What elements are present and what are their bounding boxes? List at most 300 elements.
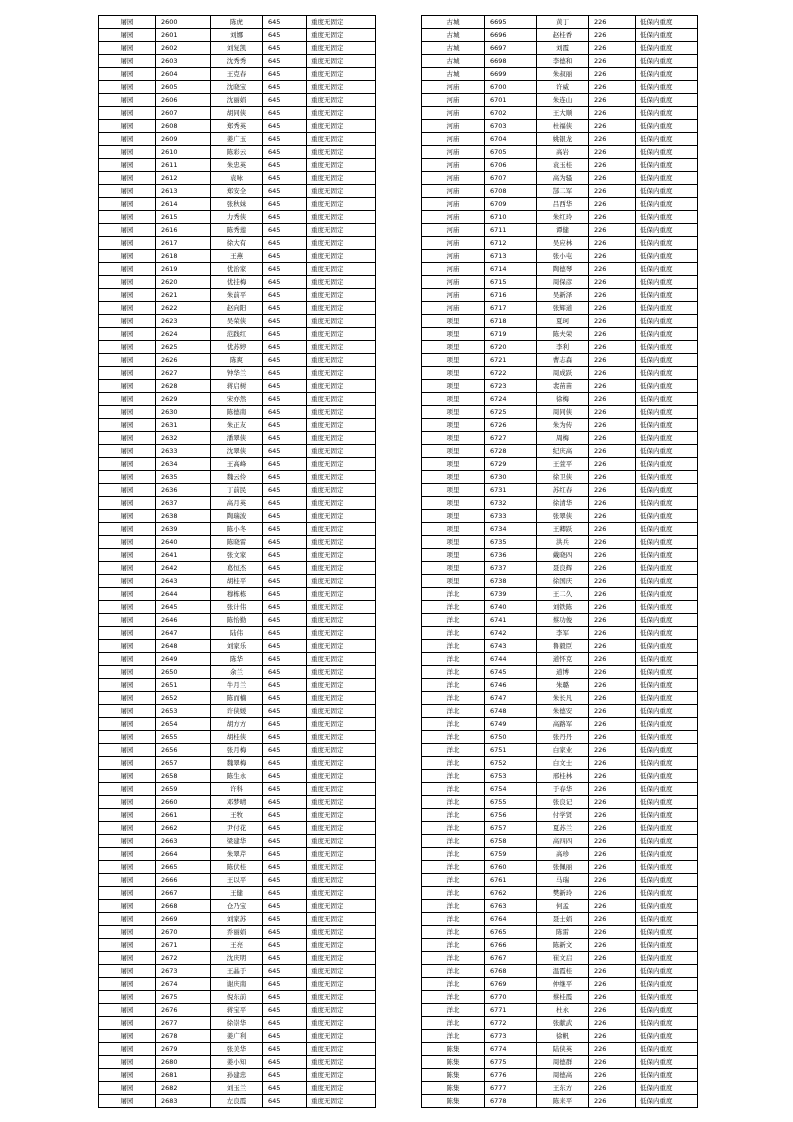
name-cell: 吴荣侠 bbox=[211, 315, 263, 328]
number-cell: 6698 bbox=[485, 55, 537, 68]
table-row bbox=[99, 29, 376, 42]
number-cell: 2619 bbox=[156, 263, 211, 276]
name-cell: 仲继平 bbox=[537, 978, 589, 991]
town-cell: 屠园 bbox=[99, 1030, 156, 1043]
type-cell: 低保内重度 bbox=[636, 978, 698, 991]
town-cell: 洋北 bbox=[422, 601, 485, 614]
type-cell: 低保内重度 bbox=[636, 289, 698, 302]
name-cell: 王东方 bbox=[537, 1082, 589, 1095]
amount-cell: 645 bbox=[263, 1030, 307, 1043]
town-cell: 屠园 bbox=[99, 718, 156, 731]
number-cell: 2604 bbox=[156, 68, 211, 81]
table-row bbox=[422, 185, 698, 198]
type-cell: 低保内重度 bbox=[636, 835, 698, 848]
name-cell: 陈虎 bbox=[211, 16, 263, 29]
table-row bbox=[99, 263, 376, 276]
amount-cell: 226 bbox=[589, 731, 636, 744]
type-cell: 低保内重度 bbox=[636, 588, 698, 601]
amount-cell: 645 bbox=[263, 432, 307, 445]
town-cell: 屠园 bbox=[99, 42, 156, 55]
town-cell: 陈集 bbox=[422, 1069, 485, 1082]
number-cell: 2654 bbox=[156, 718, 211, 731]
town-cell: 洋北 bbox=[422, 926, 485, 939]
town-cell: 屠园 bbox=[99, 744, 156, 757]
town-cell: 洋北 bbox=[422, 588, 485, 601]
town-cell: 项里 bbox=[422, 354, 485, 367]
town-cell: 项里 bbox=[422, 367, 485, 380]
town-cell: 屠园 bbox=[99, 81, 156, 94]
name-cell: 朱璐 bbox=[537, 679, 589, 692]
table-row bbox=[99, 913, 376, 926]
town-cell: 洋北 bbox=[422, 952, 485, 965]
number-cell: 6699 bbox=[485, 68, 537, 81]
table-row bbox=[422, 640, 698, 653]
number-cell: 6776 bbox=[485, 1069, 537, 1082]
table-row bbox=[422, 1056, 698, 1069]
type-cell: 低保内重度 bbox=[636, 237, 698, 250]
table-row bbox=[99, 562, 376, 575]
amount-cell: 645 bbox=[263, 887, 307, 900]
number-cell: 2659 bbox=[156, 783, 211, 796]
town-cell: 项里 bbox=[422, 523, 485, 536]
name-cell: 高岩 bbox=[537, 146, 589, 159]
amount-cell: 226 bbox=[589, 809, 636, 822]
amount-cell: 226 bbox=[589, 107, 636, 120]
table-row bbox=[422, 1004, 698, 1017]
type-cell: 低保内重度 bbox=[636, 965, 698, 978]
type-cell: 低保内重度 bbox=[636, 328, 698, 341]
name-cell: 沈晓宝 bbox=[211, 81, 263, 94]
name-cell: 陶德琴 bbox=[537, 263, 589, 276]
number-cell: 2622 bbox=[156, 302, 211, 315]
type-cell: 低保内重度 bbox=[636, 952, 698, 965]
name-cell: 夏珂 bbox=[537, 315, 589, 328]
amount-cell: 226 bbox=[589, 81, 636, 94]
type-cell: 重度无固定 bbox=[307, 354, 376, 367]
town-cell: 屠园 bbox=[99, 1043, 156, 1056]
town-cell: 洋北 bbox=[422, 874, 485, 887]
town-cell: 屠园 bbox=[99, 900, 156, 913]
number-cell: 6768 bbox=[485, 965, 537, 978]
name-cell: 郑安全 bbox=[211, 185, 263, 198]
town-cell: 陈集 bbox=[422, 1095, 485, 1108]
table-row bbox=[99, 315, 376, 328]
type-cell: 低保内重度 bbox=[636, 198, 698, 211]
name-cell: 仓乃宝 bbox=[211, 900, 263, 913]
type-cell: 重度无固定 bbox=[307, 406, 376, 419]
number-cell: 6778 bbox=[485, 1095, 537, 1108]
town-cell: 屠园 bbox=[99, 107, 156, 120]
type-cell: 重度无固定 bbox=[307, 172, 376, 185]
number-cell: 2620 bbox=[156, 276, 211, 289]
table-row bbox=[99, 549, 376, 562]
number-cell: 6718 bbox=[485, 315, 537, 328]
table-row bbox=[422, 991, 698, 1004]
table-row bbox=[422, 757, 698, 770]
town-cell: 屠园 bbox=[99, 926, 156, 939]
table-row bbox=[422, 887, 698, 900]
name-cell: 沈秀秀 bbox=[211, 55, 263, 68]
table-row bbox=[99, 419, 376, 432]
town-cell: 屠园 bbox=[99, 237, 156, 250]
amount-cell: 645 bbox=[263, 822, 307, 835]
amount-cell: 645 bbox=[263, 835, 307, 848]
type-cell: 重度无固定 bbox=[307, 809, 376, 822]
name-cell: 李利 bbox=[537, 341, 589, 354]
amount-cell: 645 bbox=[263, 588, 307, 601]
table-row bbox=[99, 887, 376, 900]
name-cell: 陈秀莲 bbox=[211, 224, 263, 237]
town-cell: 洋北 bbox=[422, 887, 485, 900]
amount-cell: 226 bbox=[589, 380, 636, 393]
type-cell: 低保内重度 bbox=[636, 731, 698, 744]
number-cell: 2609 bbox=[156, 133, 211, 146]
name-cell: 张翠侠 bbox=[537, 510, 589, 523]
number-cell: 2653 bbox=[156, 705, 211, 718]
number-cell: 6772 bbox=[485, 1017, 537, 1030]
amount-cell: 226 bbox=[589, 1082, 636, 1095]
table-row bbox=[422, 172, 698, 185]
name-cell: 张计伟 bbox=[211, 601, 263, 614]
town-cell: 屠园 bbox=[99, 523, 156, 536]
name-cell: 邓梦晴 bbox=[211, 796, 263, 809]
number-cell: 6704 bbox=[485, 133, 537, 146]
name-cell: 刘家苏 bbox=[211, 913, 263, 926]
number-cell: 6730 bbox=[485, 471, 537, 484]
name-cell: 姜小知 bbox=[211, 1056, 263, 1069]
table-row bbox=[99, 718, 376, 731]
town-cell: 屠园 bbox=[99, 16, 156, 29]
number-cell: 2646 bbox=[156, 614, 211, 627]
town-cell: 屠园 bbox=[99, 146, 156, 159]
town-cell: 屠园 bbox=[99, 185, 156, 198]
name-cell: 高四四 bbox=[537, 835, 589, 848]
town-cell: 屠园 bbox=[99, 497, 156, 510]
amount-cell: 645 bbox=[263, 614, 307, 627]
town-cell: 洋北 bbox=[422, 666, 485, 679]
type-cell: 重度无固定 bbox=[307, 718, 376, 731]
amount-cell: 226 bbox=[589, 211, 636, 224]
number-cell: 2674 bbox=[156, 978, 211, 991]
town-cell: 屠园 bbox=[99, 471, 156, 484]
town-cell: 陈集 bbox=[422, 1056, 485, 1069]
amount-cell: 226 bbox=[589, 575, 636, 588]
type-cell: 重度无固定 bbox=[307, 900, 376, 913]
type-cell: 低保内重度 bbox=[636, 94, 698, 107]
table-row bbox=[99, 224, 376, 237]
type-cell: 低保内重度 bbox=[636, 926, 698, 939]
table-row bbox=[99, 406, 376, 419]
table-row bbox=[422, 939, 698, 952]
table-row bbox=[422, 835, 698, 848]
name-cell: 崔文启 bbox=[537, 952, 589, 965]
type-cell: 低保内重度 bbox=[636, 302, 698, 315]
name-cell: 裴苗苗 bbox=[537, 380, 589, 393]
number-cell: 2657 bbox=[156, 757, 211, 770]
name-cell: 王卿跃 bbox=[537, 523, 589, 536]
amount-cell: 645 bbox=[263, 536, 307, 549]
type-cell: 重度无固定 bbox=[307, 601, 376, 614]
name-cell: 高月英 bbox=[211, 497, 263, 510]
amount-cell: 226 bbox=[589, 1043, 636, 1056]
number-cell: 2600 bbox=[156, 16, 211, 29]
name-cell: 许威 bbox=[537, 81, 589, 94]
number-cell: 2670 bbox=[156, 926, 211, 939]
type-cell: 重度无固定 bbox=[307, 458, 376, 471]
name-cell: 杜永 bbox=[537, 1004, 589, 1017]
type-cell: 低保内重度 bbox=[636, 380, 698, 393]
town-cell: 屠园 bbox=[99, 250, 156, 263]
table-row bbox=[422, 224, 698, 237]
town-cell: 屠园 bbox=[99, 198, 156, 211]
number-cell: 2629 bbox=[156, 393, 211, 406]
number-cell: 6746 bbox=[485, 679, 537, 692]
amount-cell: 645 bbox=[263, 965, 307, 978]
table-row bbox=[99, 289, 376, 302]
town-cell: 屠园 bbox=[99, 1095, 156, 1108]
town-cell: 项里 bbox=[422, 315, 485, 328]
amount-cell: 226 bbox=[589, 874, 636, 887]
name-cell: 徐梅 bbox=[537, 393, 589, 406]
type-cell: 低保内重度 bbox=[636, 42, 698, 55]
number-cell: 2649 bbox=[156, 653, 211, 666]
type-cell: 低保内重度 bbox=[636, 796, 698, 809]
number-cell: 2638 bbox=[156, 510, 211, 523]
town-cell: 屠园 bbox=[99, 627, 156, 640]
town-cell: 洋北 bbox=[422, 757, 485, 770]
table-row bbox=[422, 1043, 698, 1056]
type-cell: 重度无固定 bbox=[307, 107, 376, 120]
number-cell: 6709 bbox=[485, 198, 537, 211]
table-row bbox=[99, 679, 376, 692]
amount-cell: 645 bbox=[263, 926, 307, 939]
table-row bbox=[99, 42, 376, 55]
number-cell: 2625 bbox=[156, 341, 211, 354]
table-row bbox=[422, 809, 698, 822]
name-cell: 徐清华 bbox=[537, 497, 589, 510]
amount-cell: 226 bbox=[589, 1004, 636, 1017]
amount-cell: 226 bbox=[589, 718, 636, 731]
town-cell: 古城 bbox=[422, 42, 485, 55]
name-cell: 苏红春 bbox=[537, 484, 589, 497]
name-cell: 李军 bbox=[537, 627, 589, 640]
amount-cell: 226 bbox=[589, 42, 636, 55]
town-cell: 屠园 bbox=[99, 328, 156, 341]
name-cell: 徐崇华 bbox=[211, 1017, 263, 1030]
number-cell: 6765 bbox=[485, 926, 537, 939]
town-cell: 屠园 bbox=[99, 939, 156, 952]
town-cell: 屠园 bbox=[99, 1004, 156, 1017]
name-cell: 朱红玲 bbox=[537, 211, 589, 224]
amount-cell: 226 bbox=[589, 666, 636, 679]
town-cell: 洋北 bbox=[422, 627, 485, 640]
amount-cell: 645 bbox=[263, 185, 307, 198]
type-cell: 低保内重度 bbox=[636, 55, 698, 68]
name-cell: 刘铁陈 bbox=[537, 601, 589, 614]
name-cell: 杜福侠 bbox=[537, 120, 589, 133]
name-cell: 陈而楠 bbox=[211, 692, 263, 705]
table-row bbox=[422, 614, 698, 627]
number-cell: 2606 bbox=[156, 94, 211, 107]
table-row bbox=[422, 523, 698, 536]
table-row bbox=[99, 133, 376, 146]
type-cell: 重度无固定 bbox=[307, 445, 376, 458]
table-row bbox=[99, 666, 376, 679]
table-row bbox=[422, 900, 698, 913]
number-cell: 2623 bbox=[156, 315, 211, 328]
number-cell: 6725 bbox=[485, 406, 537, 419]
table-row bbox=[422, 536, 698, 549]
number-cell: 2644 bbox=[156, 588, 211, 601]
town-cell: 河庙 bbox=[422, 250, 485, 263]
type-cell: 重度无固定 bbox=[307, 1004, 376, 1017]
amount-cell: 226 bbox=[589, 965, 636, 978]
name-cell: 王燕 bbox=[211, 250, 263, 263]
table-row bbox=[99, 380, 376, 393]
town-cell: 屠园 bbox=[99, 68, 156, 81]
name-cell: 蔡功俊 bbox=[537, 614, 589, 627]
amount-cell: 645 bbox=[263, 1017, 307, 1030]
name-cell: 朱前平 bbox=[211, 289, 263, 302]
name-cell: 樊新玲 bbox=[537, 887, 589, 900]
name-cell: 周德群 bbox=[537, 1056, 589, 1069]
amount-cell: 645 bbox=[263, 445, 307, 458]
amount-cell: 226 bbox=[589, 68, 636, 81]
table-row bbox=[422, 718, 698, 731]
type-cell: 低保内重度 bbox=[636, 770, 698, 783]
type-cell: 低保内重度 bbox=[636, 445, 698, 458]
town-cell: 项里 bbox=[422, 497, 485, 510]
type-cell: 低保内重度 bbox=[636, 614, 698, 627]
amount-cell: 226 bbox=[589, 1017, 636, 1030]
town-cell: 洋北 bbox=[422, 939, 485, 952]
name-cell: 刘玉兰 bbox=[211, 1082, 263, 1095]
number-cell: 2635 bbox=[156, 471, 211, 484]
amount-cell: 226 bbox=[589, 640, 636, 653]
number-cell: 2624 bbox=[156, 328, 211, 341]
table-row bbox=[422, 627, 698, 640]
name-cell: 王牧 bbox=[211, 809, 263, 822]
name-cell: 陈德南 bbox=[211, 406, 263, 419]
number-cell: 6711 bbox=[485, 224, 537, 237]
town-cell: 屠园 bbox=[99, 991, 156, 1004]
number-cell: 2667 bbox=[156, 887, 211, 900]
name-cell: 陈彩云 bbox=[211, 146, 263, 159]
table-row bbox=[422, 146, 698, 159]
town-cell: 项里 bbox=[422, 380, 485, 393]
amount-cell: 226 bbox=[589, 601, 636, 614]
amount-cell: 645 bbox=[263, 484, 307, 497]
type-cell: 重度无固定 bbox=[307, 822, 376, 835]
number-cell: 2603 bbox=[156, 55, 211, 68]
name-cell: 牛月兰 bbox=[211, 679, 263, 692]
amount-cell: 645 bbox=[263, 679, 307, 692]
name-cell: 陈来平 bbox=[537, 1095, 589, 1108]
town-cell: 屠园 bbox=[99, 731, 156, 744]
number-cell: 6751 bbox=[485, 744, 537, 757]
amount-cell: 226 bbox=[589, 224, 636, 237]
name-cell: 道博 bbox=[537, 666, 589, 679]
table-row bbox=[422, 874, 698, 887]
amount-cell: 226 bbox=[589, 445, 636, 458]
amount-cell: 226 bbox=[589, 848, 636, 861]
name-cell: 马瑞 bbox=[537, 874, 589, 887]
name-cell: 赵向阳 bbox=[211, 302, 263, 315]
name-cell: 王高峰 bbox=[211, 458, 263, 471]
type-cell: 重度无固定 bbox=[307, 120, 376, 133]
type-cell: 重度无固定 bbox=[307, 640, 376, 653]
amount-cell: 645 bbox=[263, 393, 307, 406]
town-cell: 古城 bbox=[422, 68, 485, 81]
table-row bbox=[422, 926, 698, 939]
amount-cell: 226 bbox=[589, 237, 636, 250]
table-row bbox=[99, 757, 376, 770]
name-cell: 力秀侠 bbox=[211, 211, 263, 224]
number-cell: 6722 bbox=[485, 367, 537, 380]
table-row bbox=[99, 861, 376, 874]
town-cell: 屠园 bbox=[99, 809, 156, 822]
name-cell: 优挂梅 bbox=[211, 276, 263, 289]
amount-cell: 645 bbox=[263, 549, 307, 562]
name-cell: 周梅 bbox=[537, 432, 589, 445]
name-cell: 陈爽 bbox=[211, 354, 263, 367]
town-cell: 屠园 bbox=[99, 315, 156, 328]
amount-cell: 226 bbox=[589, 1095, 636, 1108]
name-cell: 戴晓四 bbox=[537, 549, 589, 562]
town-cell: 屠园 bbox=[99, 692, 156, 705]
town-cell: 屠园 bbox=[99, 484, 156, 497]
type-cell: 重度无固定 bbox=[307, 731, 376, 744]
name-cell: 朱连山 bbox=[537, 94, 589, 107]
amount-cell: 645 bbox=[263, 562, 307, 575]
type-cell: 重度无固定 bbox=[307, 965, 376, 978]
table-row bbox=[99, 185, 376, 198]
town-cell: 屠园 bbox=[99, 874, 156, 887]
table-row bbox=[99, 276, 376, 289]
type-cell: 低保内重度 bbox=[636, 107, 698, 120]
type-cell: 重度无固定 bbox=[307, 848, 376, 861]
number-cell: 6713 bbox=[485, 250, 537, 263]
type-cell: 重度无固定 bbox=[307, 510, 376, 523]
table-row bbox=[422, 133, 698, 146]
town-cell: 屠园 bbox=[99, 913, 156, 926]
town-cell: 洋北 bbox=[422, 783, 485, 796]
town-cell: 屠园 bbox=[99, 211, 156, 224]
amount-cell: 226 bbox=[589, 614, 636, 627]
number-cell: 6741 bbox=[485, 614, 537, 627]
type-cell: 重度无固定 bbox=[307, 1095, 376, 1108]
left-roster-table bbox=[98, 15, 376, 1108]
number-cell: 2637 bbox=[156, 497, 211, 510]
table-row bbox=[99, 302, 376, 315]
town-cell: 河庙 bbox=[422, 133, 485, 146]
amount-cell: 226 bbox=[589, 146, 636, 159]
town-cell: 陈集 bbox=[422, 1082, 485, 1095]
name-cell: 高为骚 bbox=[537, 172, 589, 185]
type-cell: 重度无固定 bbox=[307, 484, 376, 497]
town-cell: 洋北 bbox=[422, 705, 485, 718]
town-cell: 古城 bbox=[422, 29, 485, 42]
town-cell: 古城 bbox=[422, 16, 485, 29]
number-cell: 6755 bbox=[485, 796, 537, 809]
number-cell: 2660 bbox=[156, 796, 211, 809]
town-cell: 屠园 bbox=[99, 822, 156, 835]
name-cell: 周保彦 bbox=[537, 276, 589, 289]
table-row bbox=[422, 484, 698, 497]
town-cell: 项里 bbox=[422, 575, 485, 588]
type-cell: 重度无固定 bbox=[307, 289, 376, 302]
town-cell: 屠园 bbox=[99, 952, 156, 965]
